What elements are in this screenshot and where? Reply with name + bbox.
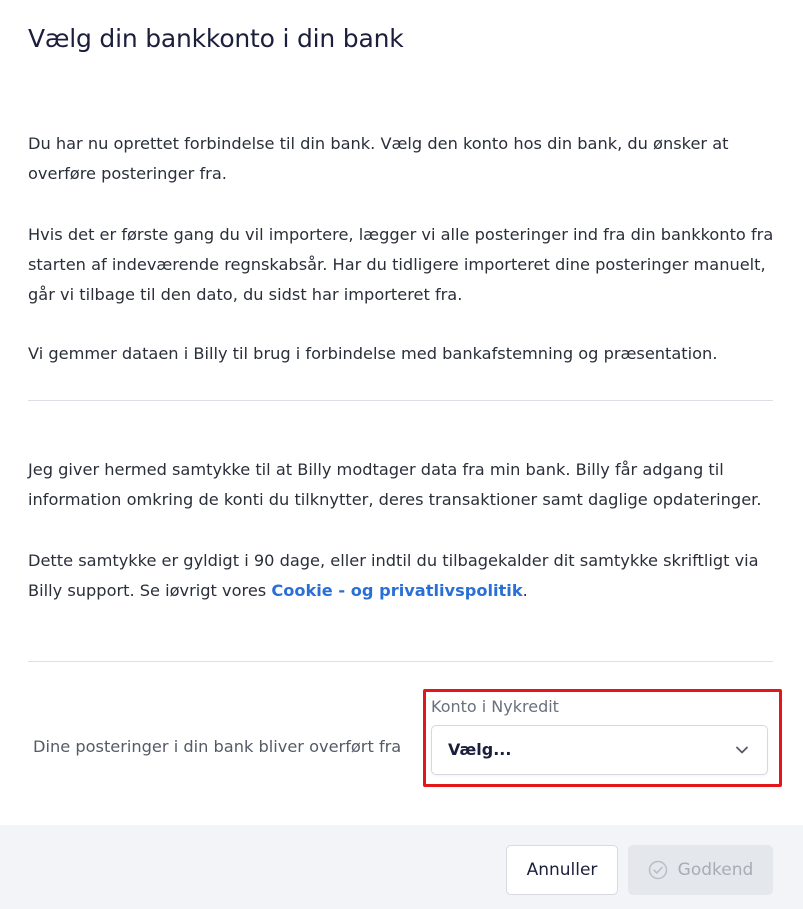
privacy-policy-link[interactable]: Cookie - og privatlivspolitik	[271, 581, 523, 600]
chevron-down-icon	[735, 743, 749, 757]
intro-paragraph-3: Vi gemmer dataen i Billy til brug i forbindelse med bankafstemning og præsentation.	[28, 344, 718, 363]
cancel-button[interactable]: Annuller	[506, 845, 618, 895]
intro-paragraph-1: Du har nu oprettet forbindelse til din bank. Vælg den konto hos din bank, du ønsker at overføre posteringer fra.	[28, 134, 729, 183]
account-select-label: Konto i Nykredit	[431, 697, 559, 716]
confirm-button-label: Godkend	[677, 860, 754, 880]
divider	[28, 661, 773, 662]
consent-paragraph-1: Jeg giver hermed samtykke til at Billy modtager data fra min bank. Billy får adgang til information omkring de konti du tilknytter, deres transaktioner samt daglige opdateringer.	[28, 460, 762, 509]
divider	[28, 400, 773, 401]
intro-paragraph-2: Hvis det er første gang du vil importere, lægger vi alle posteringer ind fra din bankkonto fra starten af indeværende regnskabsår. Har du tidligere importeret dine posteringer manuelt, går vi tilbage til den dato, du sidst har importeret fra.	[28, 225, 774, 304]
account-select-value: Vælg...	[448, 740, 512, 759]
consent-text: Dette samtykke er gyldigt i 90 dage, eller indtil du tilbagekalder dit samtykke skriftligt via Billy support. Se iøvrigt vores	[28, 551, 759, 600]
transfer-label: Dine posteringer i din bank bliver overført fra	[33, 737, 402, 756]
consent-paragraph-2	[28, 546, 783, 606]
confirm-button[interactable]	[628, 845, 773, 895]
account-select[interactable]	[431, 725, 768, 775]
consent-end: .	[522, 581, 528, 600]
check-circle-icon	[648, 860, 668, 880]
dialog-title: Vælg din bankkonto i din bank	[28, 24, 404, 53]
